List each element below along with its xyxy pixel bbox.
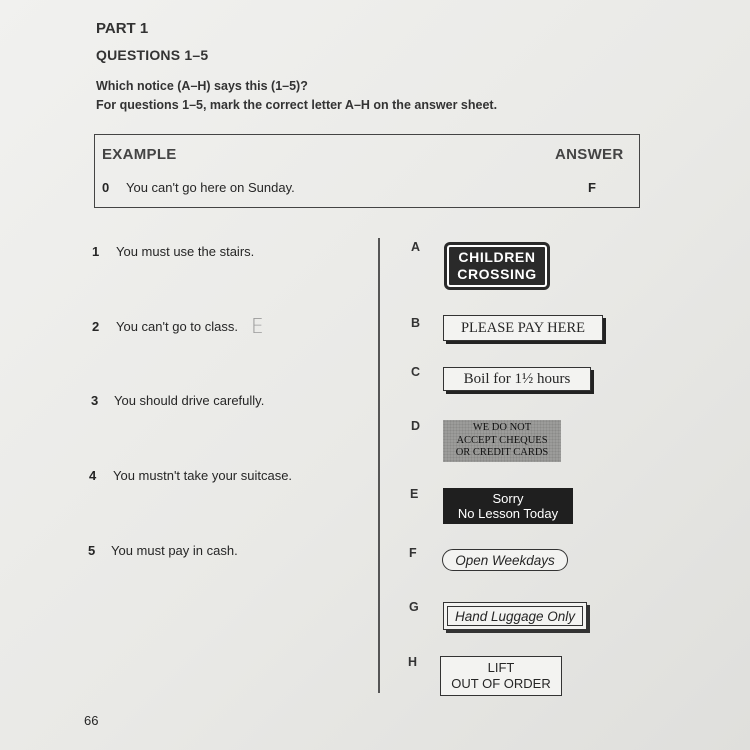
question-4-number: 4 [89,468,97,483]
notice-c-letter: C [411,365,421,379]
notice-b-letter: B [411,316,421,330]
notice-a-sign [444,242,550,290]
question-1-number: 1 [92,244,100,259]
example-number: 0 [102,180,110,195]
answer-label: ANSWER [555,146,624,163]
question-2-handwritten-answer: E [251,314,264,338]
notice-g-sign [443,602,587,630]
notice-h-letter: H [408,655,418,669]
questions-title: QUESTIONS 1–5 [96,47,209,63]
column-divider [378,238,380,693]
notice-b-sign [443,315,603,341]
notice-g-letter: G [409,600,419,614]
notice-a-letter: A [411,240,421,254]
page-number: 66 [84,713,99,728]
notice-a-line-1: CHILDREN [458,249,536,265]
notice-h-line-2: OUT OF ORDER [451,676,551,691]
notice-e-line-2: No Lesson Today [457,506,559,521]
notice-d-sign [443,420,561,462]
question-3-text: You should drive carefully. [114,393,265,408]
notice-d-line-2: ACCEPT CHEQUES [456,434,548,446]
notice-c-sign [443,367,591,391]
question-5-number: 5 [88,543,96,558]
notice-h-sign [440,656,562,696]
notice-a-line-2: CROSSING [457,266,537,282]
notice-f-line-1: Open Weekdays [455,552,555,568]
part-title: PART 1 [96,20,149,37]
notice-e-sign [443,488,573,524]
notice-b-line-1: PLEASE PAY HERE [460,319,586,336]
question-5-text: You must pay in cash. [111,543,238,558]
question-1-text: You must use the stairs. [116,244,255,259]
example-answer: F [588,180,596,195]
notice-e-letter: E [410,487,419,501]
notice-e-line-1: Sorry [492,491,524,506]
notice-g-line-1: Hand Luggage Only [454,608,576,624]
notice-d-letter: D [411,419,421,433]
question-3-number: 3 [91,393,99,408]
instruction-line-2: For questions 1–5, mark the correct letter A–H on the answer sheet. [96,98,498,112]
question-4-text: You mustn't take your suitcase. [113,468,293,483]
notice-d-line-3: OR CREDIT CARDS [455,447,549,459]
notice-h-line-1: LIFT [487,660,515,675]
instruction-line-1: Which notice (A–H) says this (1–5)? [96,79,308,93]
example-label: EXAMPLE [102,146,177,163]
question-2-number: 2 [92,319,100,334]
notice-d-line-1: WE DO NOT [472,422,532,434]
notice-f-sign [442,549,568,571]
question-2-text: You can't go to class. [116,319,238,334]
notice-c-line-1: Boil for 1½ hours [463,370,571,387]
notice-f-letter: F [409,546,417,560]
example-text: You can't go here on Sunday. [126,180,295,195]
